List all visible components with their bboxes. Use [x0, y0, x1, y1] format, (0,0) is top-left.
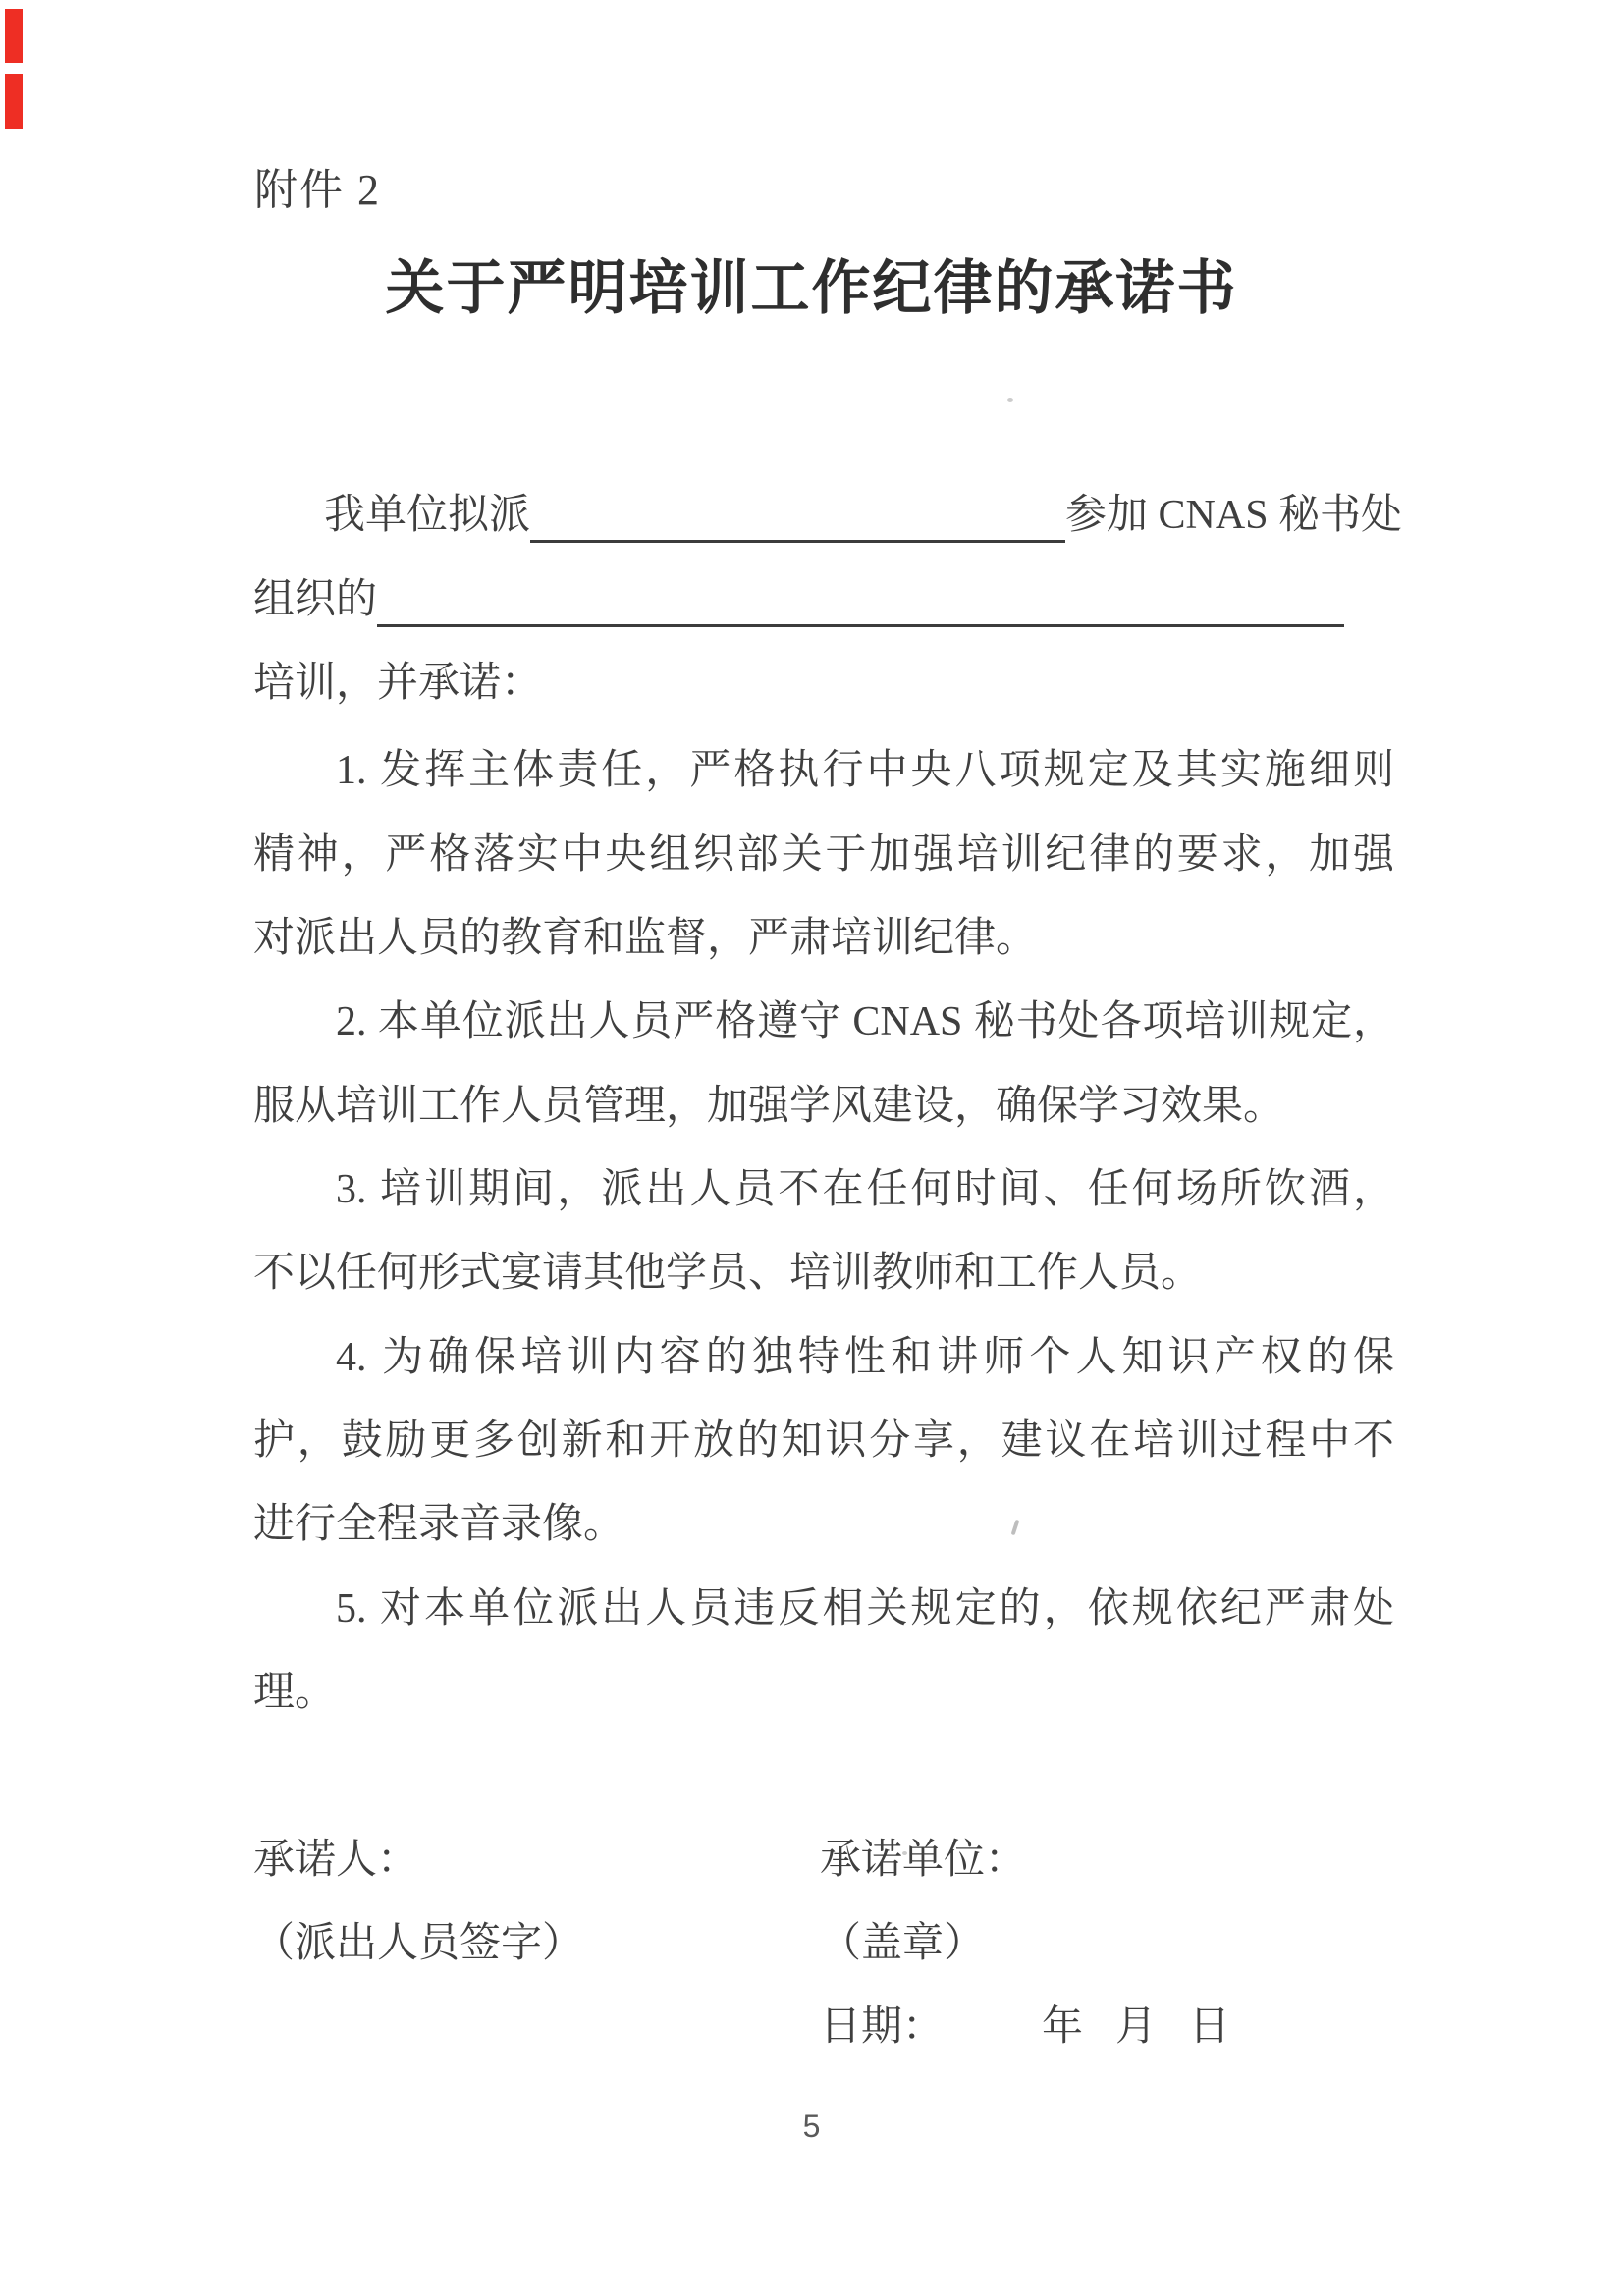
commitment-line: 4. 为确保培训内容的独特性和讲师个人知识产权的保: [336, 1335, 1394, 1380]
commitment-line: 对派出人员的教育和监督，严肃培训纪律。: [253, 916, 1038, 961]
blank-training-name: [377, 581, 1344, 627]
date-line: [820, 2001, 1230, 2055]
promiser-label: 承诺人：: [253, 1838, 419, 1883]
attachment-label: 附件 2: [254, 166, 381, 214]
date-label: 日期：: [820, 2004, 945, 2050]
commitment-line: 进行全程录音录像。: [253, 1502, 625, 1547]
commitment-line: 2. 本单位派出人员严格遵守 CNAS 秘书处各项培训规定，: [336, 999, 1394, 1044]
blank-trainee-names: [530, 497, 1065, 543]
commitment-line: 3. 培训期间，派出人员不在任何时间、任何场所饮酒，: [336, 1167, 1394, 1212]
scan-speck: [1007, 398, 1013, 402]
intro-line-2: [253, 573, 1344, 627]
date-year-char: 年: [1042, 2004, 1084, 2050]
scan-artifact-red-mark: [5, 74, 23, 129]
date-month-char: 月: [1115, 2004, 1158, 2050]
intro-line-3: 培训，并承诺：: [253, 661, 543, 706]
commitment-line: 1. 发挥主体责任，严格执行中央八项规定及其实施细则: [336, 748, 1394, 793]
page-number: 5: [802, 2109, 821, 2144]
commitment-line: 理。: [253, 1670, 337, 1715]
commitment-line: 护，鼓励更多创新和开放的知识分享，建议在培训过程中不: [253, 1418, 1394, 1464]
intro-line-1: [324, 489, 1402, 543]
commitment-line: 5. 对本单位派出人员违反相关规定的，依规依纪严肃处: [336, 1586, 1394, 1631]
seal-note: （盖章）: [820, 1921, 986, 1966]
intro-line-2-prefix: 组织的: [253, 577, 378, 622]
signature-note: （派出人员签字）: [253, 1921, 584, 1966]
commitment-line: 服从培训工作人员管理，加强学风建设，确保学习效果。: [253, 1084, 1285, 1129]
promiser-unit-label: 承诺单位：: [820, 1838, 1027, 1883]
commitment-line: 精神，严格落实中央组织部关于加强培训纪律的要求，加强: [253, 832, 1394, 878]
date-day-char: 日: [1189, 2004, 1231, 2050]
document-title: 关于严明培训工作纪律的承诺书: [385, 255, 1238, 321]
scan-artifact-red-mark: [5, 9, 23, 63]
commitment-line: 不以任何形式宴请其他学员、培训教师和工作人员。: [253, 1251, 1203, 1296]
intro-line-1-suffix: 参加 CNAS 秘书处: [1065, 493, 1403, 538]
intro-line-1-prefix: 我单位拟派: [324, 493, 531, 538]
